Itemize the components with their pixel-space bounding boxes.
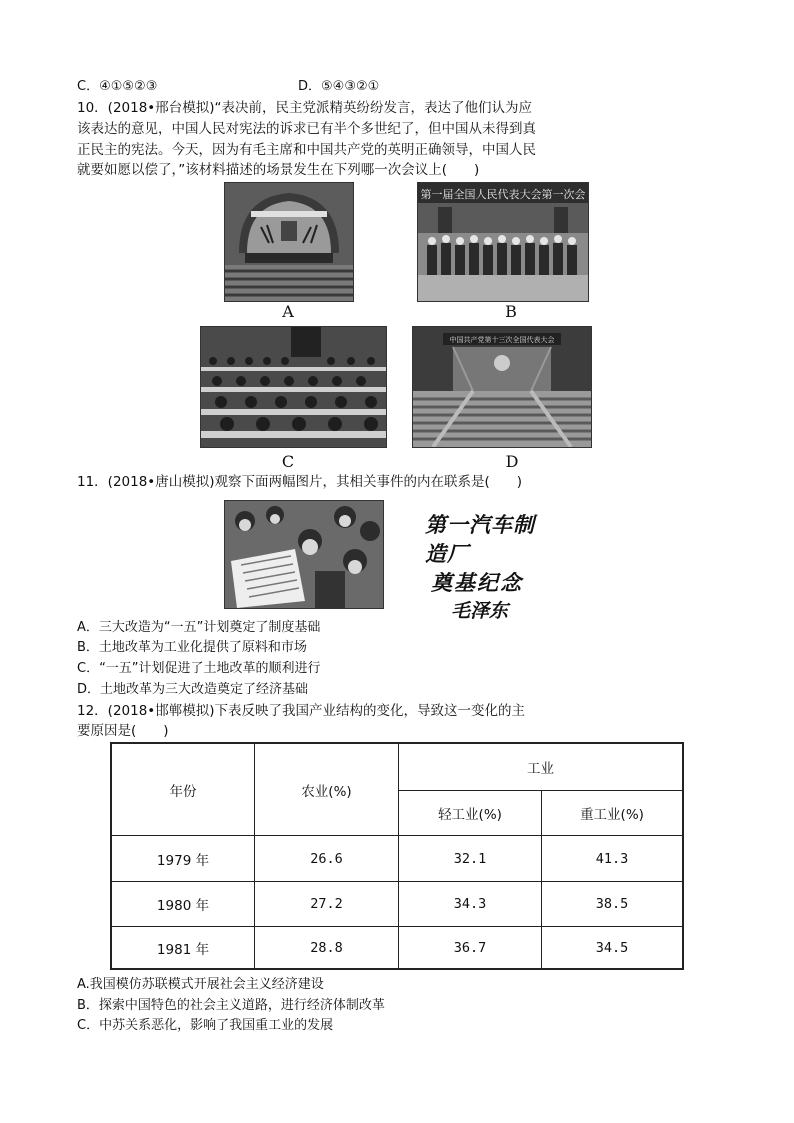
q9-option-d: D．⑤④③②① <box>298 79 380 94</box>
photo-b-group-photo <box>417 182 589 302</box>
q11-option-b: B．土地改革为工业化提供了原料和市场 <box>77 640 307 655</box>
q12-option-b: B．探索中国特色的社会主义道路，进行经济体制改革 <box>77 998 385 1013</box>
header-heavy-industry: 重工业(%) <box>580 807 644 823</box>
table-cell-light: 32.1 <box>453 850 487 867</box>
photo-d-banner: 中国共产党第十三次全国代表大会 <box>449 336 555 344</box>
q12-stem-line-1: 12．(2018•邯郸模拟)下表反映了我国产业结构的变化，导致这一变化的主 <box>77 703 526 719</box>
table-cell-heavy: 41.3 <box>595 850 629 867</box>
caption-c: C <box>281 452 295 471</box>
q12-stem-line-2: 要原因是( ) <box>77 723 169 739</box>
calligraphy-line-2: 奠基纪念 <box>431 570 523 595</box>
table-cell-heavy: 34.5 <box>595 939 629 956</box>
q12-option-a: A.我国模仿苏联模式开展社会主义经济建设 <box>77 977 324 992</box>
header-agriculture: 农业(%) <box>301 783 352 800</box>
photo-b-banner: 第一届全国人民代表大会第一次会 <box>420 188 586 201</box>
table-row-year: 1981 年 <box>156 941 210 958</box>
caption-d: D <box>505 452 519 471</box>
q9-option-c: C．④①⑤②③ <box>77 79 158 94</box>
header-industry: 工业 <box>527 761 554 777</box>
table-cell-light: 34.3 <box>453 896 487 912</box>
photo-c-meeting-room <box>200 326 387 448</box>
caption-a: A <box>282 302 294 321</box>
header-year: 年份 <box>169 783 197 800</box>
caption-b: B <box>505 302 517 321</box>
photo-land-reform-crowd <box>224 500 384 609</box>
industry-structure-table <box>110 742 684 970</box>
q11-stem: 11．(2018•唐山模拟)观察下面两幅图片，其相关事件的内在联系是( ) <box>77 474 523 490</box>
q11-option-a: A．三大改造为“一五”计划奠定了制度基础 <box>77 620 321 635</box>
q10-line-1: 10．(2018•邢台模拟)“表决前，民主党派精英纷纷发言，表达了他们认为应 <box>77 100 533 116</box>
table-cell-agri: 28.8 <box>310 939 343 956</box>
q11-option-c: C．“一五”计划促进了土地改革的顺利进行 <box>77 661 321 676</box>
photo-d-congress-hall <box>412 326 592 448</box>
table-cell-heavy: 38.5 <box>595 896 629 912</box>
table-row-year: 1979 年 <box>156 852 210 869</box>
q11-option-d: D．土地改革为三大改造奠定了经济基础 <box>77 682 309 697</box>
calligraphy-inscription <box>425 510 555 622</box>
q10-line-2: 该表达的意见，中国人民对宪法的诉求已有半个多世纪了，但中国从未得到真 <box>77 121 536 137</box>
photo-a-assembly-hall <box>224 182 354 302</box>
q12-option-c: C．中苏关系恶化，影响了我国重工业的发展 <box>77 1018 334 1033</box>
table-cell-agri: 26.6 <box>310 850 343 867</box>
header-light-industry: 轻工业(%) <box>438 807 502 823</box>
calligraphy-line-1: 第一汽车制造厂 <box>425 512 535 566</box>
table-row-year: 1980 年 <box>156 898 210 914</box>
table-cell-agri: 27.2 <box>310 896 343 912</box>
q10-line-3: 正民主的宪法。今天，因为有毛主席和中国共产党的英明正确领导，中国人民 <box>77 142 536 158</box>
calligraphy-signature: 毛泽东 <box>451 600 509 622</box>
table-cell-light: 36.7 <box>453 939 487 956</box>
q10-line-4: 就要如愿以偿了，”该材料描述的场景发生在下列哪一次会议上( ) <box>77 162 480 178</box>
